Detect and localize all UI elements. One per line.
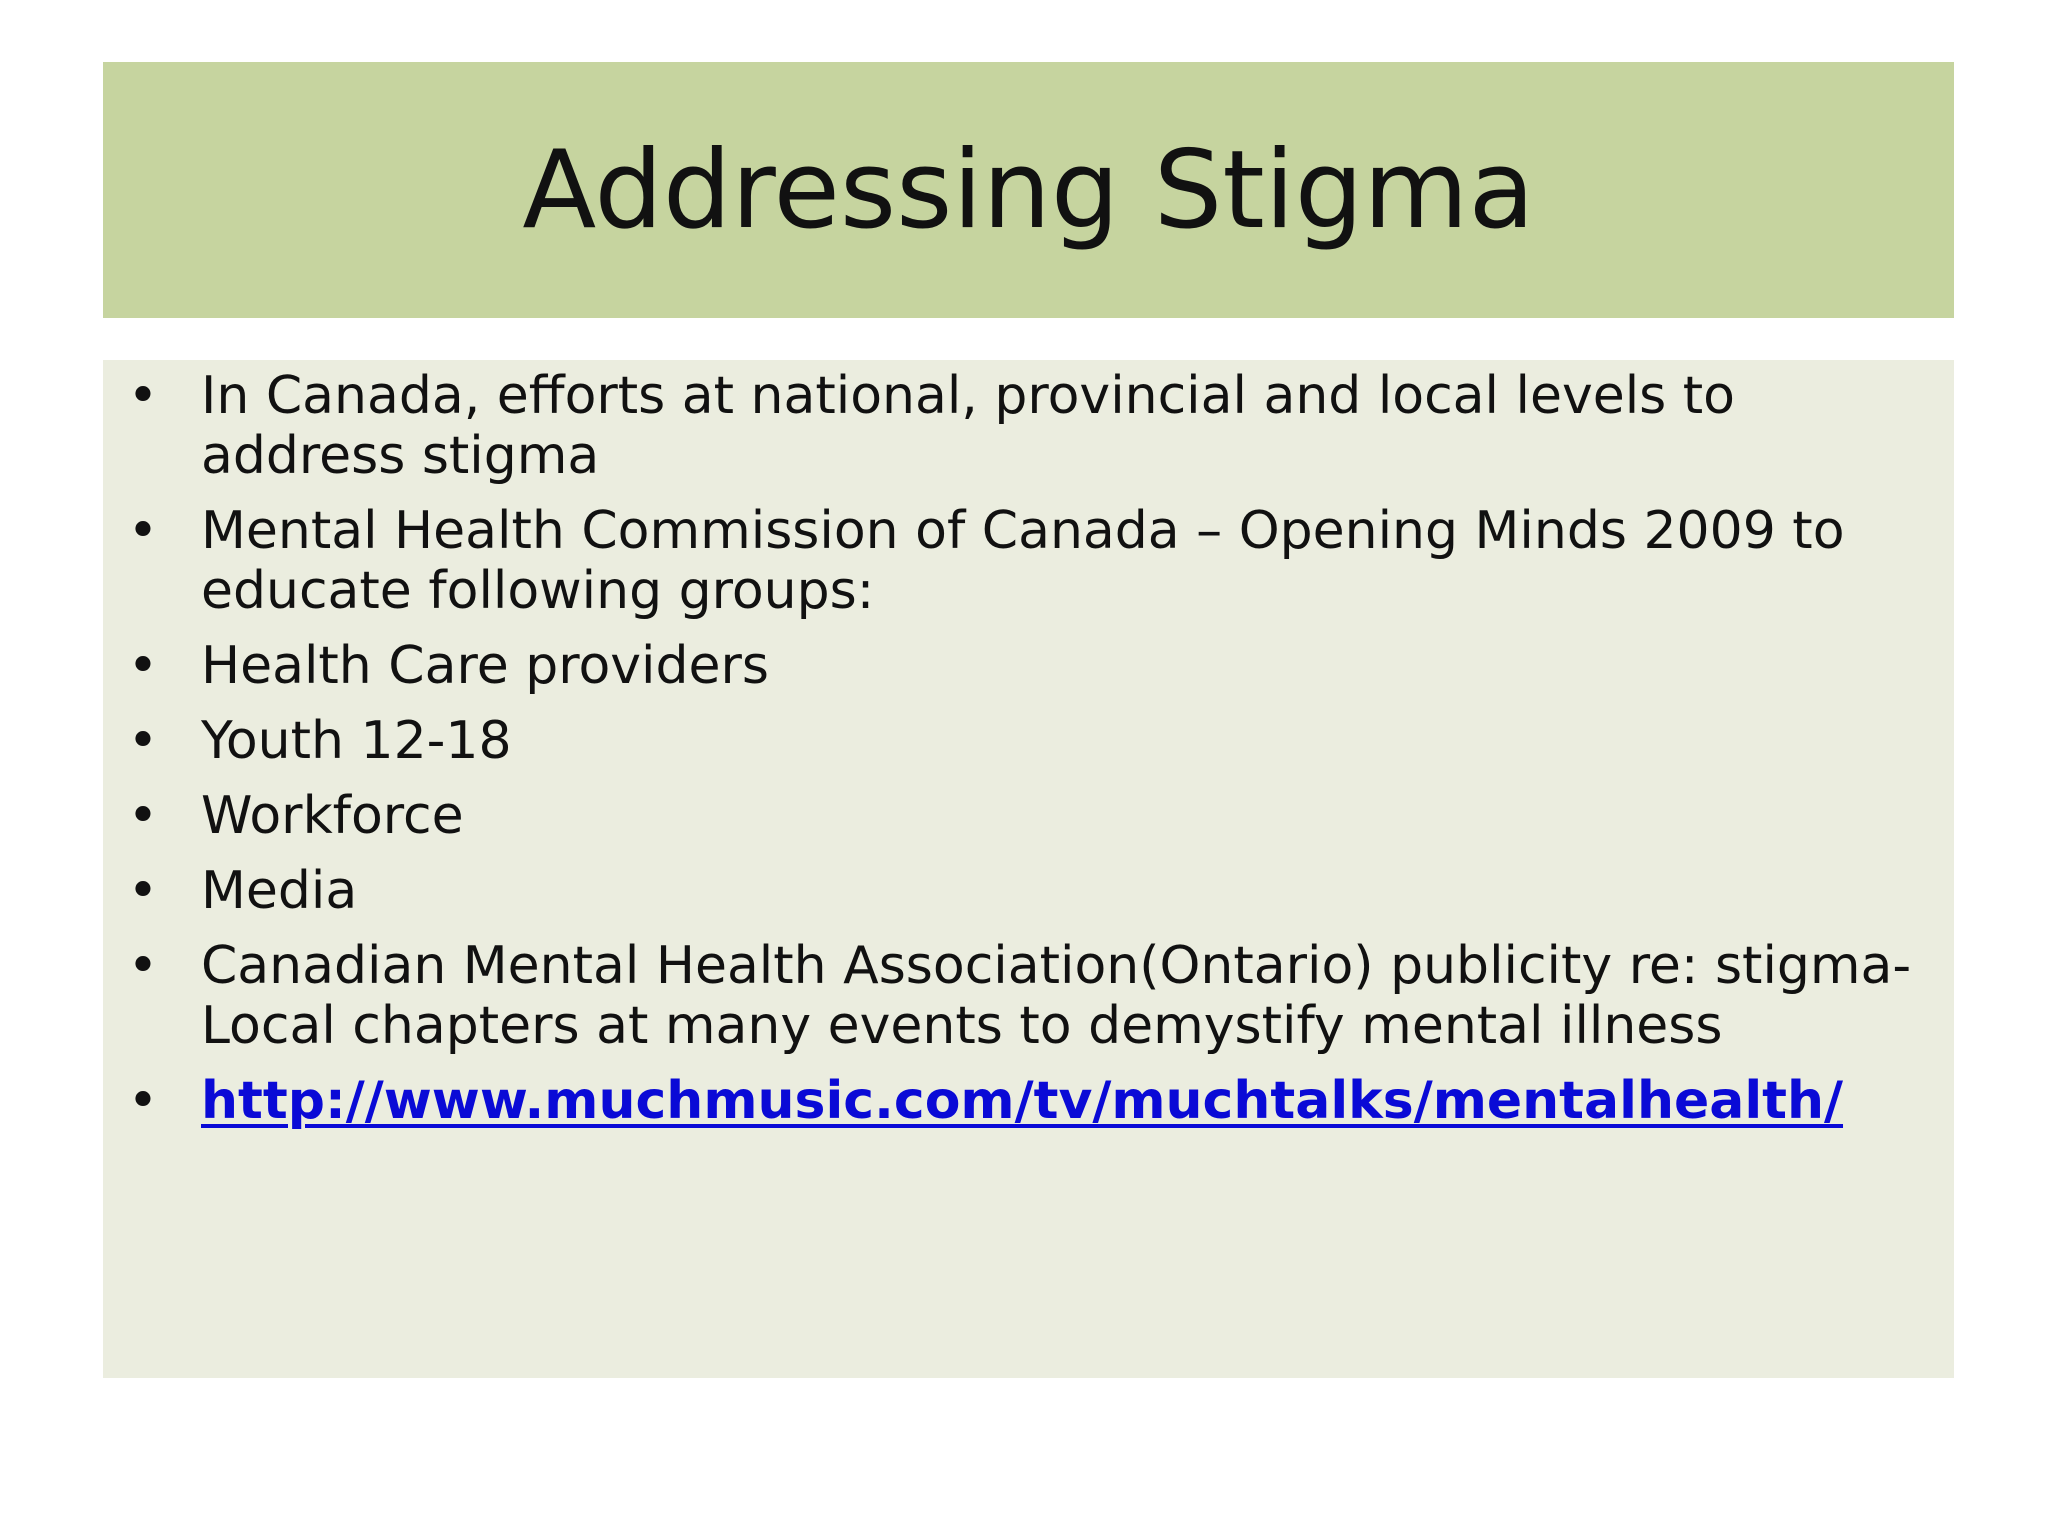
bullet-marker: • bbox=[127, 711, 159, 771]
bullet-marker: • bbox=[127, 636, 159, 696]
content-panel bbox=[103, 360, 1954, 1378]
bullet-item bbox=[103, 936, 1954, 1056]
bullet-list bbox=[103, 366, 1954, 1146]
bullet-text: Mental Health Commission of Canada – Opening Minds 2009 to educate following groups: bbox=[201, 501, 1845, 621]
bullet-text: Canadian Mental Health Association(Ontario) publicity re: stigma- Local chapters at many events to demystify mental illness bbox=[201, 936, 1912, 1056]
bullet-marker: • bbox=[127, 786, 159, 846]
bullet-text: Health Care providers bbox=[201, 636, 769, 696]
bullet-item bbox=[103, 861, 1954, 921]
bullet-marker: • bbox=[127, 1071, 159, 1131]
mentalhealth-link[interactable]: http://www.muchmusic.com/tv/muchtalks/mentalhealth/ bbox=[201, 1071, 1844, 1131]
bullet-marker: • bbox=[127, 366, 159, 426]
bullet-item bbox=[103, 636, 1954, 696]
bullet-item bbox=[103, 1071, 1954, 1131]
bullet-item bbox=[103, 711, 1954, 771]
bullet-item bbox=[103, 366, 1954, 486]
bullet-marker: • bbox=[127, 861, 159, 921]
slide-title: Addressing Stigma bbox=[522, 127, 1535, 253]
bullet-text: Youth 12-18 bbox=[201, 711, 512, 771]
title-banner bbox=[103, 62, 1954, 318]
bullet-text: In Canada, efforts at national, provincial and local levels to address stigma bbox=[201, 366, 1735, 486]
bullet-text: Media bbox=[201, 861, 358, 921]
bullet-item bbox=[103, 501, 1954, 621]
bullet-item bbox=[103, 786, 1954, 846]
bullet-marker: • bbox=[127, 501, 159, 561]
bullet-text: Workforce bbox=[201, 786, 464, 846]
bullet-marker: • bbox=[127, 936, 159, 996]
